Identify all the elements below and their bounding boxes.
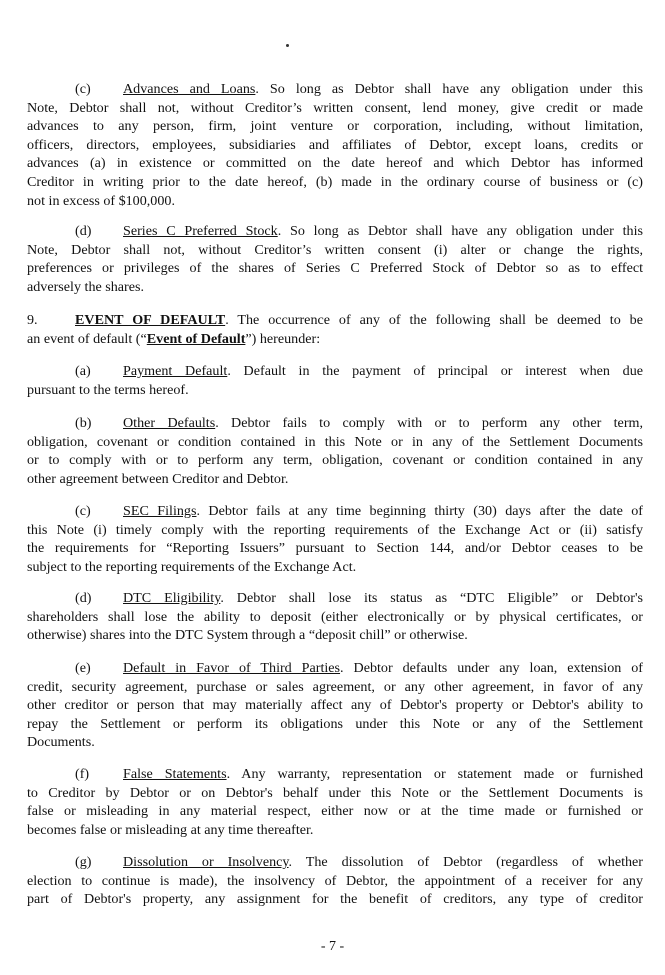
clause-line: election to continue is made), the insolvency of Debtor, the appointment of a receiver for any [27, 872, 643, 889]
clause-line: credit, security agreement, purchase or sales agreement, or any other agreement, in favor of any [27, 678, 643, 695]
clause-heading: Default in Favor of Third Parties [123, 660, 341, 676]
clause-label: (a) [75, 363, 91, 379]
clause-line: advances to any person, firm, joint venture or corporation, including, without limitation, [27, 118, 643, 135]
clause-b-other-defaults [27, 414, 643, 488]
clause-d-dtc-eligibility [27, 589, 643, 645]
clause-heading: Payment Default [123, 363, 228, 379]
clause-heading: DTC Eligibility [123, 590, 221, 606]
section-first-line [27, 311, 643, 330]
clause-text: . So long as Debtor shall have any obligation under this [255, 81, 643, 97]
clause-label: (f) [75, 766, 90, 782]
clause-line: other agreement between Creditor and Debtor. [27, 470, 289, 487]
clause-line: other creditor or person that may materially affect any of Debtor's property or Debtor's ability to [27, 697, 643, 714]
clause-text: . Any warranty, representation or statement made or furnished [226, 766, 643, 782]
clause-label: (c) [75, 503, 91, 519]
section-text: ”) hereunder: [245, 330, 321, 347]
section-text: . The occurrence of any of the following shall be deemed to be [225, 312, 643, 328]
clause-line: repay the Settlement or perform its obligations under this Note or any of the Settlement [27, 715, 643, 732]
clause-first-line [27, 589, 643, 608]
clause-text: . Default in the payment of principal or interest when due [227, 363, 643, 379]
clause-line: becomes false or misleading at any time thereafter. [27, 821, 314, 838]
clause-heading: Series C Preferred Stock [123, 223, 278, 239]
clause-first-line [27, 362, 643, 381]
clause-a-payment-default [27, 362, 643, 399]
clause-first-line [27, 414, 643, 433]
clause-text: . Debtor fails to comply with or to perform any other term, [215, 415, 643, 431]
clause-c-advances-and-loans [27, 80, 643, 210]
section-number: 9. [27, 312, 38, 328]
clause-line: Note, Debtor shall not, without Creditor’s written consent, lend money, give credit or made [27, 99, 643, 116]
clause-text: . Debtor fails at any time beginning thirty (30) days after the date of [196, 503, 643, 519]
clause-line: the requirements for “Reporting Issuers” pursuant to Section 144, and/or Debtor ceases to be [27, 540, 643, 557]
clause-line: otherwise) shares into the DTC System through a “deposit chill” or otherwise. [27, 627, 468, 644]
clause-text: . Debtor shall lose its status as “DTC Eligible” or Debtor's [220, 590, 643, 606]
clause-text: . The dissolution of Debtor (regardless of whether [288, 854, 643, 870]
clause-line: officers, directors, employees, subsidiaries and affiliates of Debtor, except loans, credits or [27, 136, 643, 153]
clause-line: pursuant to the terms hereof. [27, 381, 189, 398]
clause-line: Note, Debtor shall not, without Creditor’s written consent (i) alter or change the rights, [27, 241, 643, 258]
clause-f-false-statements [27, 765, 643, 839]
section-9-event-of-default [27, 311, 643, 348]
clause-line: adversely the shares. [27, 278, 145, 295]
clause-label: (d) [75, 223, 92, 239]
clause-d-series-c-preferred-stock [27, 222, 643, 296]
clause-text: . So long as Debtor shall have any obligation under this [277, 223, 643, 239]
clause-heading: Advances and Loans [123, 81, 256, 97]
clause-line: or to comply with or to perform any term, obligation, covenant or condition contained in any [27, 452, 643, 469]
section-text: an event of default (“ [27, 330, 147, 347]
clause-first-line [27, 659, 643, 678]
section-heading: EVENT OF DEFAULT [75, 312, 226, 328]
clause-line: part of Debtor's property, any assignment for the benefit of creditors, any type of creditor [27, 891, 643, 908]
clause-label: (d) [75, 590, 92, 606]
clause-heading: False Statements [123, 766, 227, 782]
clause-text: . Debtor defaults under any loan, extension of [340, 660, 643, 676]
clause-line: to Creditor by Debtor or on Debtor's behalf under this Note or the Settlement Documents is [27, 784, 643, 801]
clause-heading: Dissolution or Insolvency [123, 854, 289, 870]
clause-line: false or misleading in any material respect, either now or at the time made or furnished or [27, 803, 643, 820]
clause-line: not in excess of $100,000. [27, 192, 175, 209]
clause-label: (b) [75, 415, 92, 431]
clause-line: Creditor in writing prior to the date hereof, (b) made in the ordinary course of business or (c) [27, 173, 643, 190]
clause-line: shareholders shall lose the ability to deposit (either electronically or by physical certificates, or [27, 608, 643, 625]
clause-first-line [27, 222, 643, 241]
clause-heading: Other Defaults [123, 415, 216, 431]
clause-label: (g) [75, 854, 92, 870]
scan-speck [286, 44, 289, 47]
clause-g-dissolution-or-insolvency [27, 853, 643, 909]
clause-line: advances (a) in existence or committed on the date hereof and which Debtor has informed [27, 155, 643, 172]
page-number: - 7 - [320, 939, 345, 954]
section-line [27, 330, 643, 349]
clause-label: (c) [75, 81, 91, 97]
defined-term: Event of Default [146, 330, 246, 347]
clause-first-line [27, 502, 643, 521]
clause-label: (e) [75, 660, 91, 676]
clause-line: Documents. [27, 734, 95, 751]
clause-line: obligation, covenant or condition contained in this Note or in any of the Settlement Documents [27, 433, 643, 450]
clause-first-line [27, 853, 643, 872]
clause-line: preferences or privileges of the shares of Series C Preferred Stock of Debtor so as to effect [27, 260, 643, 277]
clause-first-line [27, 80, 643, 99]
clause-line: this Note (i) timely comply with the reporting requirements of the Exchange Act or (ii) satisfy [27, 521, 643, 538]
clause-heading: SEC Filings [123, 503, 197, 519]
clause-first-line [27, 765, 643, 784]
clause-c-sec-filings [27, 502, 643, 576]
clause-line: subject to the reporting requirements of the Exchange Act. [27, 558, 357, 575]
clause-e-default-third-parties [27, 659, 643, 752]
